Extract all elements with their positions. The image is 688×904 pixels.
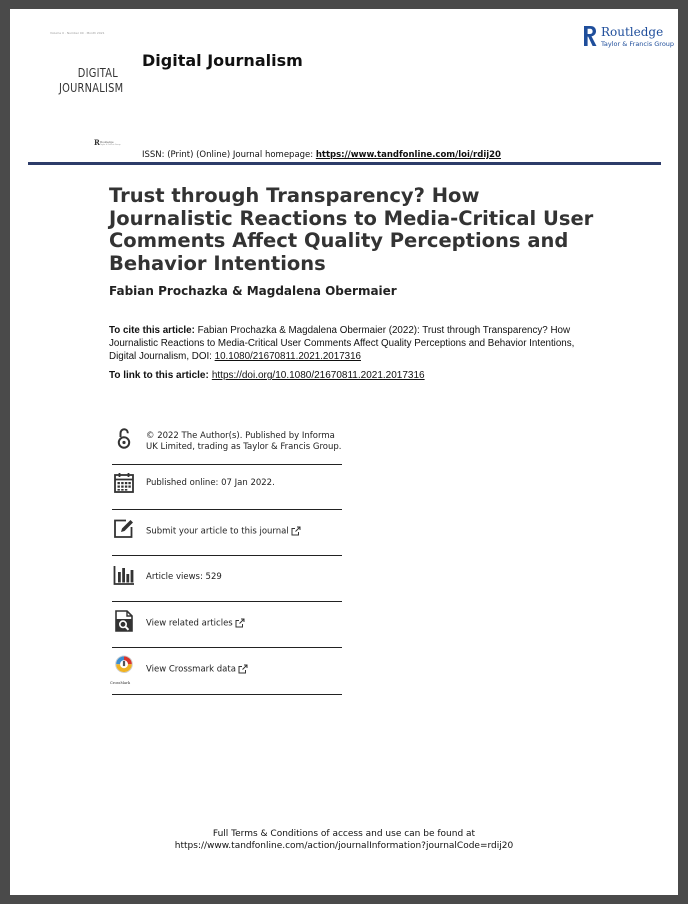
article-views-text: Article views: 529 bbox=[146, 572, 222, 582]
open-access-icon bbox=[112, 427, 136, 451]
info-divider bbox=[112, 647, 342, 648]
crossmark-text: View Crossmark data bbox=[146, 664, 236, 675]
header-divider bbox=[28, 162, 661, 165]
info-divider bbox=[112, 509, 342, 510]
terms-footer bbox=[10, 828, 678, 852]
cite-text: Fabian Prochazka & Magdalena Obermaier (2022): Trust through Transparency? How Journalistic Reactions to Media-Critical User Comments Affect Quality Perceptions and Behavior Intentions, Digital Journalism, DOI: bbox=[109, 325, 575, 362]
cover-issue-text: Volume 0 · Number 00 · Month 2021 bbox=[50, 31, 105, 35]
publisher-subtitle: Taylor & Francis Group bbox=[601, 40, 675, 48]
article-title: Trust through Transparency? How Journalistic Reactions to Media-Critical User Comments Affect Quality Perceptions and Behavior Intentions bbox=[109, 184, 594, 275]
cover-publisher-name: Routledge bbox=[100, 140, 114, 144]
issn-line bbox=[142, 150, 501, 160]
terms-url-link[interactable]: https://www.tandfonline.com/action/journalInformation?journalCode=rdij20 bbox=[174, 841, 514, 851]
publisher-name: Routledge bbox=[601, 25, 664, 39]
cover-publisher-sub: Taylor & Francis Group bbox=[100, 144, 121, 146]
routledge-r-icon bbox=[582, 25, 598, 47]
issn-label: ISSN: (Print) (Online) Journal homepage: bbox=[142, 150, 316, 160]
info-divider bbox=[112, 555, 342, 556]
cover-logo-line2: JOURNALISM bbox=[58, 81, 124, 95]
journal-title: Digital Journalism bbox=[142, 51, 303, 70]
copyright-text: © 2022 The Author(s). Published by Informa UK Limited, trading as Taylor & Francis Group. bbox=[146, 431, 342, 452]
article-authors: Fabian Prochazka & Magdalena Obermaier bbox=[109, 284, 397, 298]
routledge-small-icon: R bbox=[94, 138, 100, 147]
external-link-icon bbox=[235, 618, 245, 628]
journal-homepage-link[interactable]: https://www.tandfonline.com/loi/rdij20 bbox=[315, 150, 501, 160]
calendar-icon bbox=[112, 471, 136, 495]
doi-link[interactable]: 10.1080/21670811.2021.2017316 bbox=[214, 351, 361, 362]
info-divider bbox=[112, 601, 342, 602]
submit-article-text: Submit your article to this journal bbox=[146, 526, 289, 537]
bar-chart-icon bbox=[112, 563, 136, 587]
external-link-icon bbox=[291, 526, 301, 536]
citation-block bbox=[109, 324, 589, 363]
terms-text: Full Terms & Conditions of access and use can be found at bbox=[212, 829, 476, 839]
external-link-icon bbox=[238, 664, 248, 674]
cover-publisher-logo bbox=[94, 139, 124, 149]
cover-logo-line1: DIGITAL bbox=[77, 66, 118, 80]
related-articles-link[interactable] bbox=[146, 618, 346, 629]
info-divider bbox=[112, 464, 342, 465]
crossmark-icon bbox=[112, 655, 136, 679]
article-doi-url-link[interactable]: https://doi.org/10.1080/21670811.2021.2017316 bbox=[211, 370, 425, 381]
info-divider bbox=[112, 694, 342, 695]
link-to-article bbox=[109, 370, 425, 381]
crossmark-caption: CrossMark bbox=[110, 681, 131, 685]
cite-label: To cite this article: bbox=[109, 325, 195, 336]
journal-cover-logo bbox=[58, 66, 124, 96]
crossmark-link[interactable] bbox=[146, 664, 346, 675]
related-articles-text: View related articles bbox=[146, 618, 233, 629]
edit-icon bbox=[112, 517, 136, 541]
link-label: To link to this article: bbox=[109, 370, 209, 381]
submit-article-link[interactable] bbox=[146, 526, 346, 537]
pdf-page bbox=[10, 9, 678, 895]
search-document-icon bbox=[112, 609, 136, 633]
published-online-text: Published online: 07 Jan 2022. bbox=[146, 478, 275, 488]
